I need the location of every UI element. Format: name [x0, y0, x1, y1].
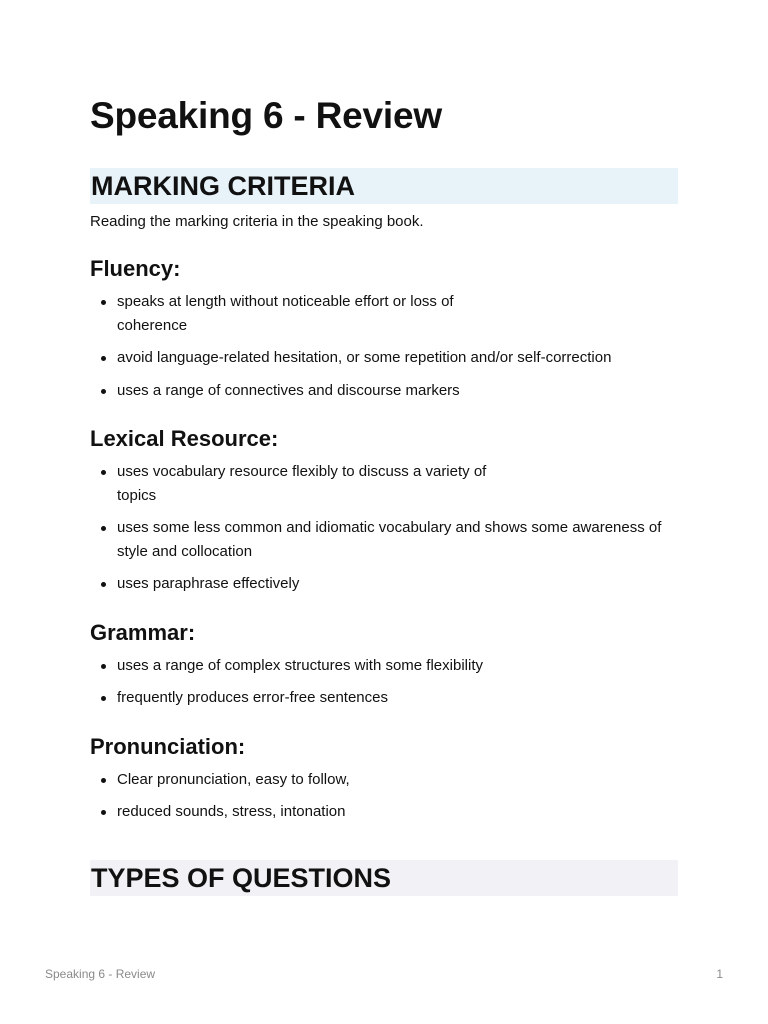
list-item-text: uses a range of complex structures with some flexibility	[117, 656, 483, 674]
list-item	[90, 460, 678, 507]
page-title: Speaking 6 - Review	[90, 95, 442, 136]
list-item-text: avoid language-related hesitation, or some repetition and/or self-correction	[117, 349, 612, 366]
fluency-heading: Fluency:	[90, 256, 181, 281]
footer-title: Speaking 6 - Review	[45, 967, 156, 981]
list-item	[90, 768, 678, 792]
document-content	[90, 94, 678, 896]
pronunciation-heading: Pronunciation:	[90, 733, 246, 759]
list-item	[90, 516, 678, 563]
marking-criteria-heading: MARKING CRITERIA	[90, 168, 678, 204]
list-item	[90, 800, 678, 824]
list-item-text: Clear pronunciation, easy to follow,	[117, 770, 350, 788]
pronunciation-list	[90, 768, 678, 824]
list-item-text: uses some less common and idiomatic vocabulary and shows some awareness of style and collocation	[117, 519, 662, 560]
page-number: 1	[716, 967, 723, 981]
list-item-text: uses a range of connectives and discourse markers	[117, 381, 460, 399]
list-item	[90, 346, 678, 370]
list-item	[90, 379, 678, 403]
grammar-heading: Grammar:	[90, 619, 196, 645]
list-item	[90, 654, 678, 678]
fluency-list	[90, 290, 678, 402]
lexical-resource-heading: Lexical Resource:	[90, 426, 279, 451]
list-item-text: uses paraphrase effectively	[117, 575, 300, 592]
list-item-text: frequently produces error-free sentences	[117, 689, 388, 706]
list-item-text: uses vocabulary resource flexibly to discuss a variety of topics	[117, 463, 487, 504]
list-item	[90, 686, 678, 710]
list-item-text: speaks at length without noticeable effort or loss of coherence	[117, 293, 454, 334]
grammar-list	[90, 654, 678, 710]
list-item	[90, 572, 678, 596]
types-of-questions-heading: TYPES OF QUESTIONS	[90, 860, 678, 896]
marking-criteria-intro: Reading the marking criteria in the speaking book.	[90, 213, 424, 230]
lexical-resource-list	[90, 460, 678, 596]
list-item-text: reduced sounds, stress, intonation	[117, 803, 346, 820]
list-item	[90, 290, 678, 337]
